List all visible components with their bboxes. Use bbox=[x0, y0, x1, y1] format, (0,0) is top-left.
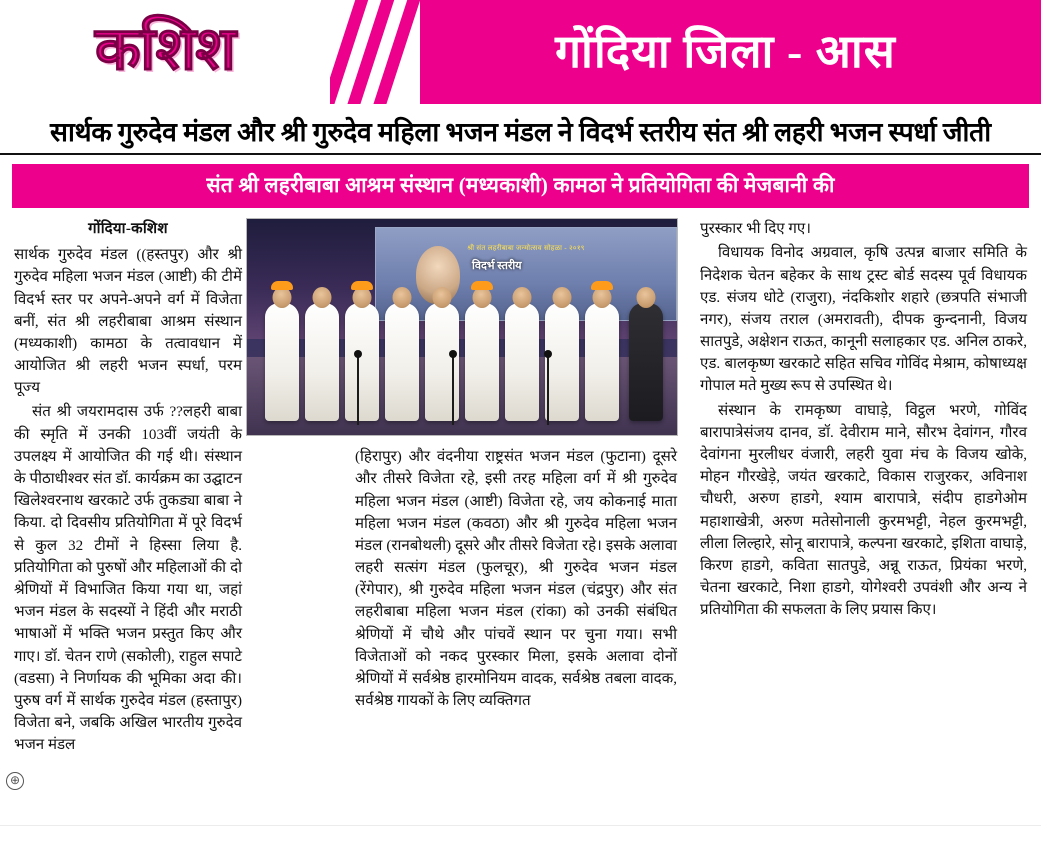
masthead bbox=[0, 0, 1041, 104]
article-column-middle bbox=[355, 446, 677, 712]
paragraph: (हिरापुर) और वंदनीया राष्ट्रसंत भजन मंडल (फुटाना) दूसरे और तीसरे विजेता रहे, इसी तरह महिला वर्ग में श्री गुरुदेव महिला भजन मंडल (आष्टी) विजेता रहे, जय कोकनाई माता महिला भजन मंडल (कवठा) और श्री गुरुदेव महिला भजन मंडल (रानबोथली) दूसरे और तीसरे विजेता रहे। इसके अलावा लहरी सत्संग मंडल (फुलचूर), श्री गुरुदेव भजन मंडल (रेंगेपार), श्री गुरुदेव महिला भजन मंडल (चंद्रपुर) और संत लहरीबाबा महिला भजन मंडल (रांका) को उनकी संबंधित श्रेणियों में चौथे और पांचवें स्थान पर चुना गया। सभी विजेताओं को नकद पुरस्कार मिला, इसके अलावा दोनों श्रेणियों में सर्वश्रेष्ठ हारमोनियम वादक, सर्वश्रेष्ठ तबला वादक, सर्वश्रेष्ठ गायकों के लिए व्यक्तिगत bbox=[355, 449, 677, 710]
photo-person bbox=[345, 303, 379, 421]
article-column-right bbox=[700, 218, 1027, 621]
photo-person bbox=[465, 303, 499, 421]
photo-person bbox=[545, 303, 579, 421]
photo-person bbox=[629, 303, 663, 421]
subhead-banner: संत श्री लहरीबाबा आश्रम संस्थान (मध्यकाशी) कामठा ने प्रतियोगिता की मेजबानी की bbox=[12, 164, 1029, 208]
microphone-icon bbox=[547, 355, 549, 425]
paragraph: सार्थक गुरुदेव मंडल ((हस्तपुर) और श्री गुरुदेव महिला भजन मंडल (आष्टी) की टीमें विदर्भ स्तर पर अपने-अपने वर्ग में विजेता बनीं, संत श्री लहरीबाबा आश्रम संस्थान (मध्यकाशी) कामठा के तत्वावधान में आयोजित श्री लहरी भजन स्पर्धा, परम पूज्य bbox=[14, 247, 242, 397]
page-footer-strip bbox=[0, 825, 1041, 842]
byline: गोंदिया-कशिश bbox=[88, 221, 168, 238]
edition-title: गोंदिया जिला - आस bbox=[555, 26, 896, 77]
photo-person bbox=[505, 303, 539, 421]
double-slash-icon bbox=[330, 0, 420, 104]
photo-person bbox=[305, 303, 339, 421]
paragraph: संस्थान के रामकृष्ण वाघाड़े, विट्ठल भरणे, गोविंद बारापात्रेसंजय दानव, डॉ. देवीराम माने, सौरभ देवांगन, गौरव देवांगना मुरलीधर वंजारी, लहरी युवा मंच के विजय खोके, मोहन गौरखेड़े, जयंत खरकाटे, विकास राजुरकर, अविनाश चौधरी, अरुण हाडगे, श्याम बारापात्रे, संदीप हाडगेओम महाशाखेत्री, अरुण मतेसोनाली कुरमभट्टी, नेहल कुरमभट्टी, लीला लिल्हारे, सोनू बारापात्रे, कल्पना खरकाटे, इशिता वाघाड़े, किरण हाडगे, कविता सातपुडे, अन्नू राऊत, प्रियंका भरणे, चेतना खरकाटे, निशा हाडगे, योगेश्वरी उपवंशी और अन्य ने प्रतियोगिता की सफलता के लिए प्रयास किए। bbox=[700, 402, 1027, 619]
paragraph: संत श्री जयरामदास उर्फ ??लहरी बाबा की स्मृति में उनकी 103वीं जयंती के उपलक्ष्य में आयोजित की गई थी। संस्थान के पीठाधीश्वर संत डॉ. कार्यक्रम का उद्घाटन खिलेश्वरनाथ खरकाटे उर्फ तुकड्या बाबा ने किया. दो दिवसीय प्रतियोगिता में पूरे विदर्भ से कुल 32 टीमों ने हिस्सा लिया है. प्रतियोगिता को पुरुषों और महिलाओं की दो श्रेणियों में विभाजित किया गया था, जहां भजन मंडल के सदस्यों ने हिंदी और मराठी भाषाओं में भक्ति भजन प्रस्तुत किए और गाए। डॉ. चेतन राणे (सकोली), राहुल सपाटे (वडसा) ने निर्णायक की भूमिका अदा की। पुरुष वर्ग में सार्थक गुरुदेव मंडल (हस्तापुर) विजेता बने, जबकि अखिल भारतीय गुरुदेव भजन मंडल bbox=[14, 404, 242, 754]
registration-mark-icon: ⊕ bbox=[6, 772, 24, 790]
paragraph: विधायक विनोद अग्रवाल, कृषि उत्पन्न बाजार समिति के निदेशक चेतन बहेकर के साथ ट्रस्ट बोर्ड सदस्य पूर्व विधायक एड. संजय धोटे (राजुरा), नंदकिशोर शहारे (छत्रपति संभाजी नगर), संजय तराल (अमरावती), दीपक कुन्दनानी, विजय सातपुडे, अक्षेशन राऊत, कानूनी सलाहकार एड. अनिल ठाकरे, एड. बालकृष्ण खरकाटे सहित सचिव गोविंद मेश्राम, कोषाध्यक्ष गोपाल मते मुख्य रूप से उपस्थित थे। bbox=[700, 245, 1027, 395]
page-title: सार्थक गुरुदेव मंडल और श्री गुरुदेव महिला भजन मंडल ने विदर्भ स्तरीय संत श्री लहरी भजन स्पर्धा जीती bbox=[50, 117, 991, 147]
photo-person bbox=[385, 303, 419, 421]
headline-wrap bbox=[0, 104, 1041, 155]
banner-line2: विदर्भ स्तरीय bbox=[472, 260, 522, 273]
banner-line1: श्री संत लहरीबाबा जन्मोत्सव सोहळा - २०१९ bbox=[467, 244, 585, 253]
photo-person bbox=[265, 303, 299, 421]
microphone-icon bbox=[357, 355, 359, 425]
photo-person bbox=[585, 303, 619, 421]
masthead-logo: कशिश bbox=[94, 16, 236, 82]
masthead-logo-box bbox=[0, 0, 330, 104]
article-body bbox=[0, 218, 1041, 818]
microphone-icon bbox=[452, 355, 454, 425]
paragraph: पुरस्कार भी दिए गए। bbox=[700, 221, 811, 238]
news-photo bbox=[246, 218, 678, 436]
article-column-left bbox=[14, 218, 242, 756]
